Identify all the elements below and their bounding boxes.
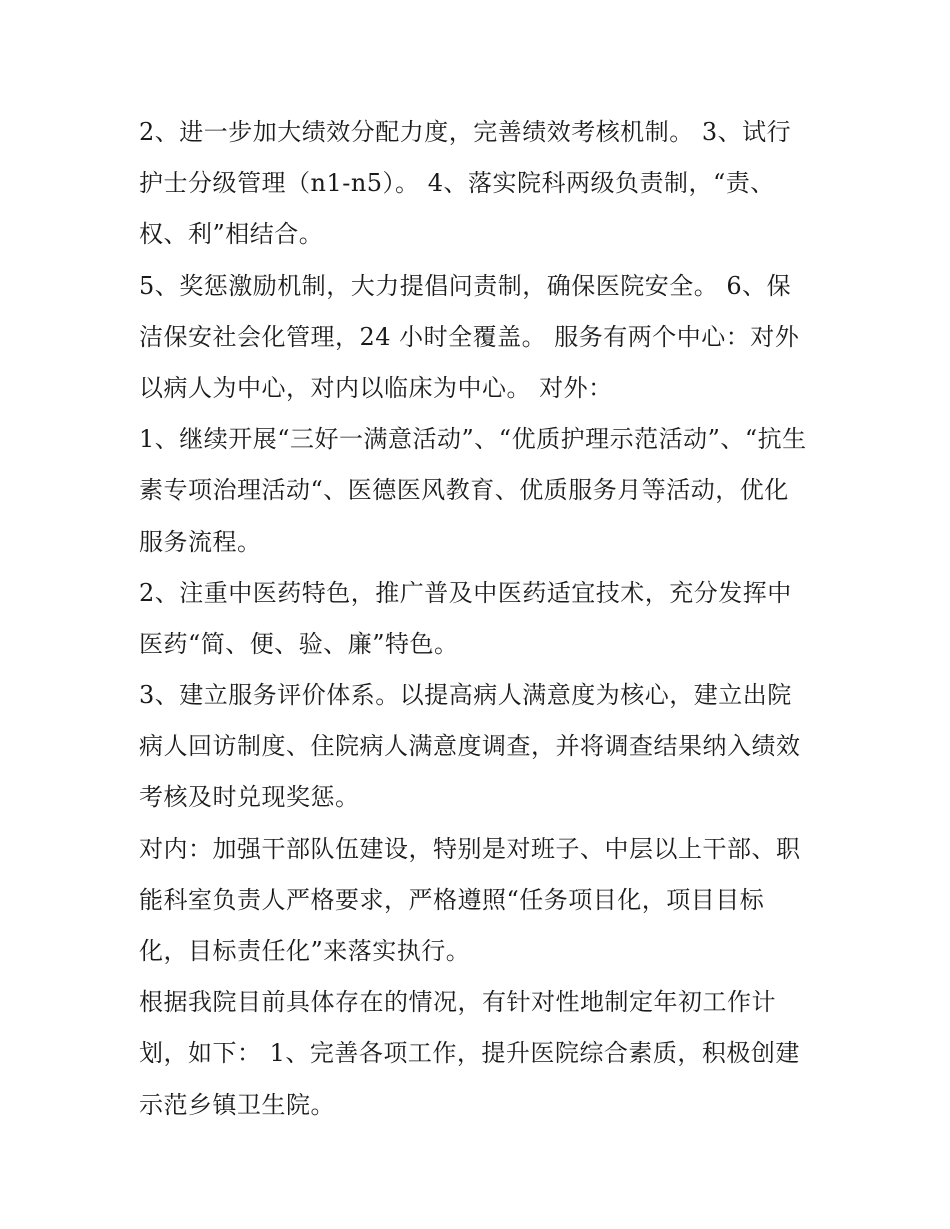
text-line: 1、继续开展“三好一满意活动”、“优质护理示范活动”、“抗生	[139, 425, 807, 454]
text-line: 示范乡镇卫生院。	[139, 1090, 335, 1119]
text-line: 3、建立服务评价体系。以提高病人满意度为核心，建立出院	[139, 681, 792, 710]
text-line: 2、注重中医药特色，推广普及中医药适宜技术，充分发挥中	[139, 578, 792, 607]
text-line: 对内：加强干部队伍建设，特别是对班子、中层以上干部、职	[139, 834, 801, 863]
text-line: 以病人为中心，对内以临床为中心。 对外：	[139, 373, 613, 402]
text-line: 化，目标责任化”来落实执行。	[139, 937, 471, 965]
text-line: 权、利”相结合。	[139, 220, 324, 249]
text-line: 划，如下： 1、完善各项工作，提升医院综合素质，积极创建	[139, 1039, 800, 1068]
text-line: 病人回访制度、住院病人满意度调查，并将调查结果纳入绩效	[139, 732, 801, 761]
text-line: 5、奖惩激励机制，大力提倡问责制，确保医院安全。 6、保	[139, 271, 792, 300]
text-line: 根据我院目前具体存在的情况，有针对性地制定年初工作计	[139, 988, 776, 1017]
text-line: 能科室负责人严格要求，严格遵照“任务项目化，项目目标	[139, 885, 765, 914]
text-line: 医药“简、便、验、廉”特色。	[139, 629, 459, 658]
text-line: 考核及时兑现奖惩。	[139, 783, 360, 812]
text-line: 素专项治理活动“、医德医风教育、优质服务月等活动，优化	[139, 476, 789, 505]
document-body	[139, 107, 829, 1131]
text-line: 服务流程。	[139, 527, 262, 556]
text-line: 洁保安社会化管理，24 小时全覆盖。 服务有两个中心：对外	[139, 322, 800, 351]
text-line: 护士分级管理（n1-n5）。 4、落实院科两级负责制，“责、	[139, 169, 775, 198]
text-line: 2、进一步加大绩效分配力度，完善绩效考核机制。 3、试行	[139, 118, 792, 146]
